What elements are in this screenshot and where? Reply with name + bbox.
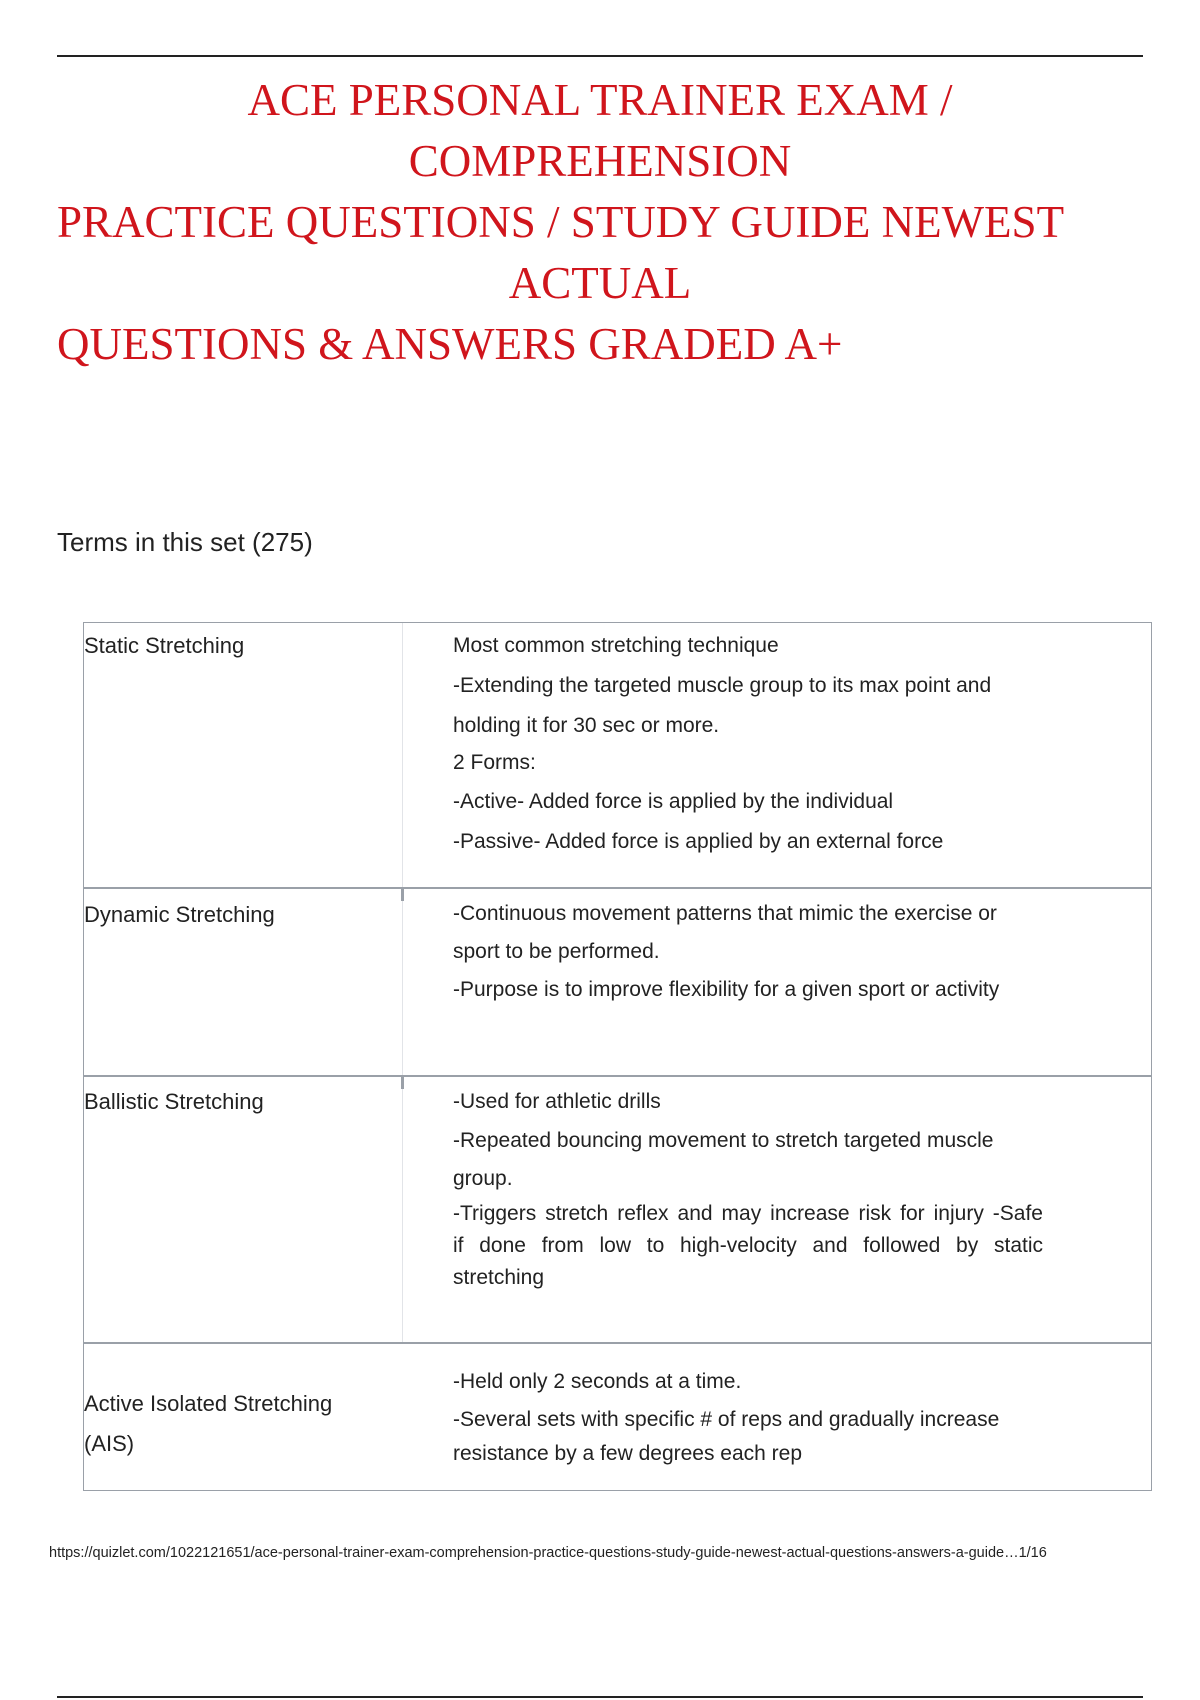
definition-line: -Active- Added force is applied by the individual <box>453 790 894 813</box>
definition-line: group. <box>453 1167 513 1190</box>
definition-line: stretching <box>453 1266 545 1289</box>
table-row <box>84 623 1151 887</box>
table-row <box>84 887 1151 1075</box>
definition-cell <box>453 1082 1043 1294</box>
title-line-2: COMPREHENSION <box>408 136 792 186</box>
document-title <box>57 70 1143 375</box>
column-divider <box>402 889 403 1075</box>
definition-line: sport to be performed. <box>453 940 660 963</box>
column-divider-tick <box>401 1077 404 1089</box>
term-text: Active Isolated Stretching <box>84 1391 333 1416</box>
term-cell <box>84 895 275 935</box>
column-divider <box>402 623 403 887</box>
definition-line: -Passive- Added force is applied by an external force <box>453 830 944 853</box>
definition-cell <box>453 626 1053 862</box>
term-text: Dynamic Stretching <box>84 902 275 927</box>
definition-line: -Repeated bouncing movement to stretch targeted muscle <box>453 1129 994 1152</box>
terms-count-heading: Terms in this set (275) <box>57 527 313 557</box>
definition-line: -Triggers stretch reflex and may increase risk for injury -Safe <box>453 1202 1043 1225</box>
title-line-5: QUESTIONS & ANSWERS GRADED A+ <box>57 319 843 369</box>
top-rule <box>57 55 1143 57</box>
table-row <box>84 1342 1151 1490</box>
definition-line: -Used for athletic drills <box>453 1090 661 1113</box>
definition-line: 2 Forms: <box>453 751 536 774</box>
title-line-3: PRACTICE QUESTIONS / STUDY GUIDE NEWEST <box>57 197 1065 247</box>
definition-line: if done from low to high-velocity and followed by static <box>453 1234 1043 1257</box>
definition-line: -Extending the targeted muscle group to its max point and <box>453 674 992 697</box>
definition-line: -Continuous movement patterns that mimic the exercise or <box>453 902 997 925</box>
definition-line: -Several sets with specific # of reps and gradually increase <box>453 1408 1000 1431</box>
term-text: Static Stretching <box>84 633 245 658</box>
flashcard-table <box>83 622 1152 1491</box>
footer-url: https://quizlet.com/1022121651/ace-personal-trainer-exam-comprehension-practice-questions-study-guide-newest-actual-questions-answers-a-guide…1/16 <box>49 1545 1047 1561</box>
table-row <box>84 1075 1151 1342</box>
definition-line: -Purpose is to improve flexibility for a given sport or activity <box>453 978 1000 1001</box>
definition-cell <box>453 895 1053 1009</box>
bottom-rule <box>57 1696 1143 1698</box>
definition-cell <box>453 1362 1053 1470</box>
term-text: Ballistic Stretching <box>84 1089 264 1114</box>
definition-line: holding it for 30 sec or more. <box>453 714 720 737</box>
column-divider <box>402 1077 403 1342</box>
column-divider-tick <box>401 889 404 901</box>
term-cell <box>84 1082 264 1122</box>
definition-line: Most common stretching technique <box>453 634 779 657</box>
term-text: (AIS) <box>84 1431 135 1456</box>
term-cell <box>84 1384 332 1464</box>
term-cell <box>84 626 244 666</box>
title-line-1: ACE PERSONAL TRAINER EXAM / <box>247 75 953 125</box>
title-line-4: ACTUAL <box>508 258 692 308</box>
definition-line: -Held only 2 seconds at a time. <box>453 1370 742 1393</box>
definition-line: resistance by a few degrees each rep <box>453 1442 803 1465</box>
